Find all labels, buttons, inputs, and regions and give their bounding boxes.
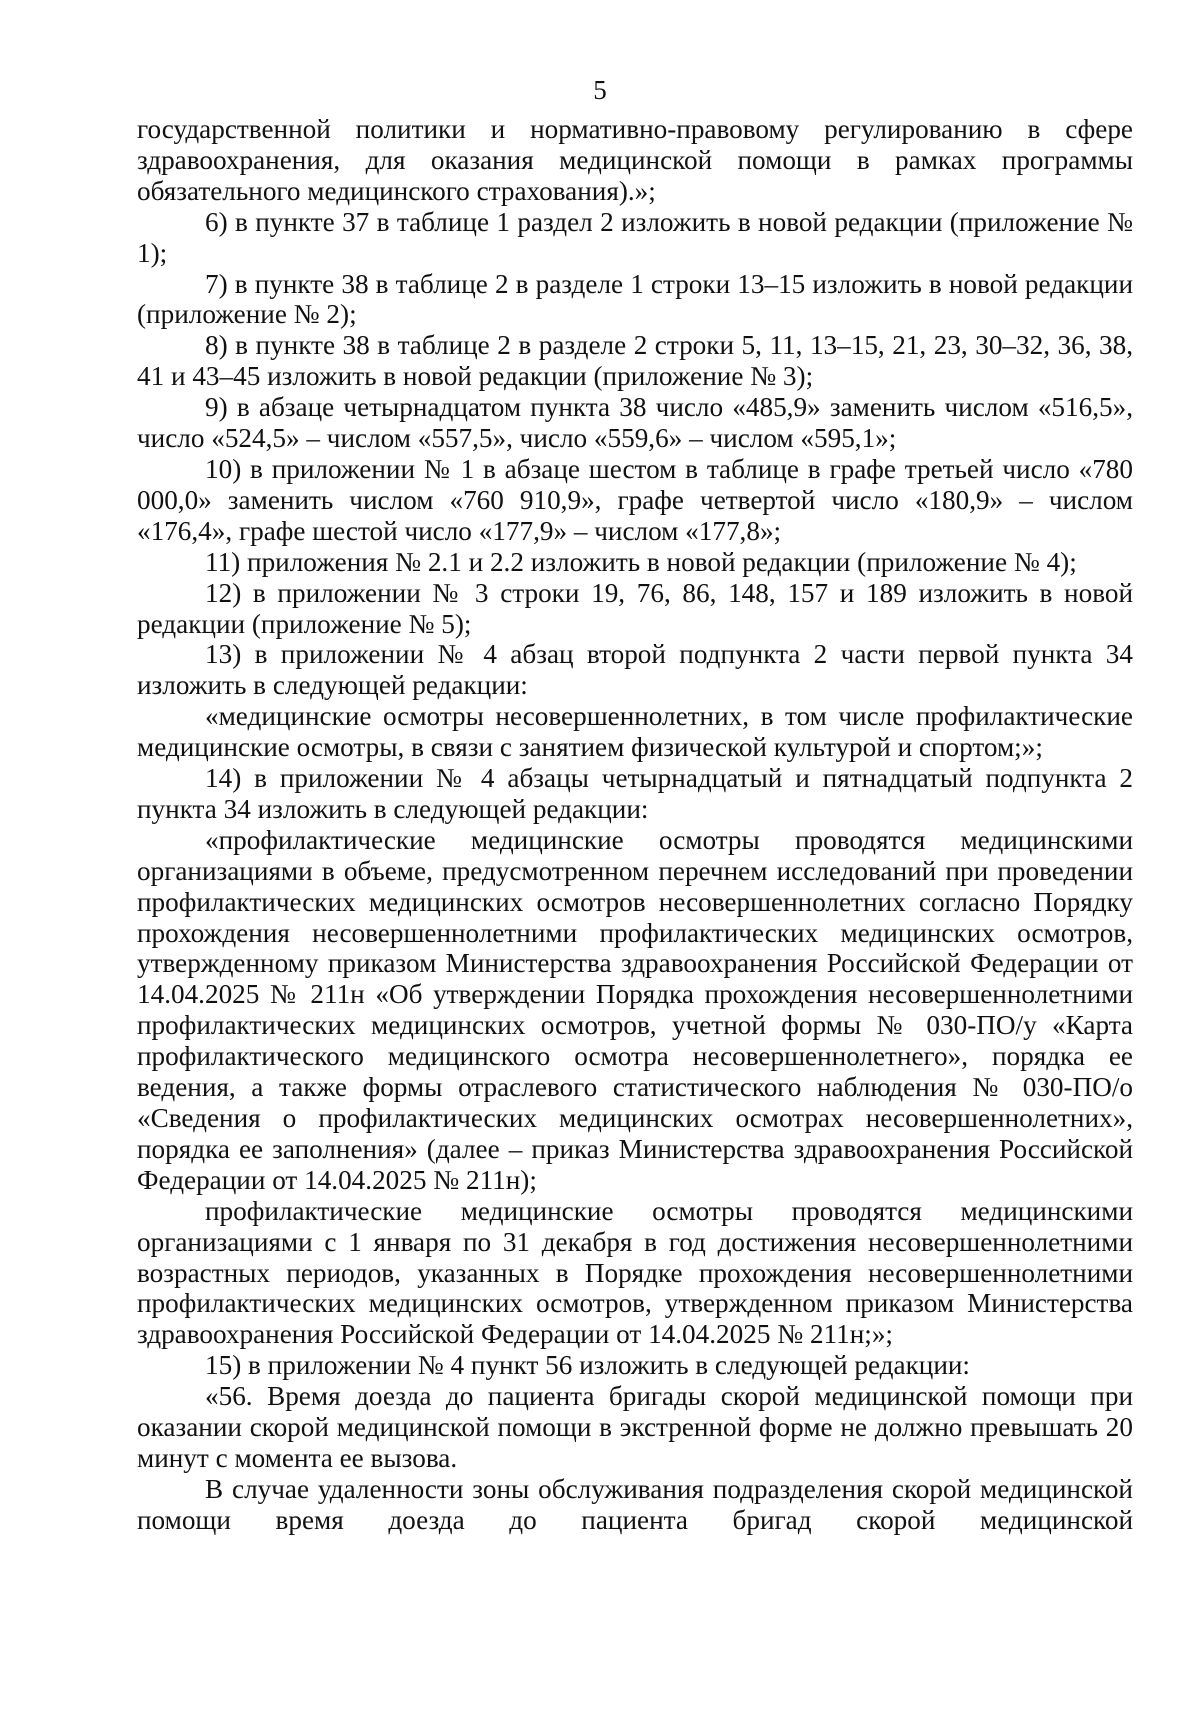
paragraph-item-9: 9) в абзаце четырнадцатом пункта 38 число «485,9» заменить числом «516,5», число «524,5» – числом «557,5», число «559,6» – числом «595,1»; bbox=[137, 392, 1133, 454]
paragraph-item-6: 6) в пункте 37 в таблице 1 раздел 2 изложить в новой редакции (приложение № 1); bbox=[137, 206, 1133, 268]
page-number: 5 bbox=[593, 75, 607, 105]
paragraph-item-11: 11) приложения № 2.1 и 2.2 изложить в новой редакции (приложение № 4); bbox=[205, 546, 1077, 577]
paragraph-quote-15a: «56. Время доезда до пациента бригады скорой медицинской помощи при оказании скорой медицинской помощи в экстренной форме не должно превышать 20 минут с момента ее вызова. bbox=[137, 1381, 1133, 1473]
paragraph-item-8: 8) в пункте 38 в таблице 2 в разделе 2 строки 5, 11, 13–15, 21, 23, 30–32, 36, 38, 41 и 43–45 изложить в новой редакции (приложение № 3); bbox=[137, 330, 1133, 392]
paragraph-item-10: 10) в приложении № 1 в абзаце шестом в таблице в графе третьей число «780 000,0» заменить числом «760 910,9», графе четвертой число «180,9» – числом «176,4», графе шестой число «177,9» – числом «177,8»; bbox=[137, 453, 1133, 546]
paragraph-quote-13: «медицинские осмотры несовершеннолетних, в том числе профилактические медицинские осмотры, в связи с занятием физической культурой и спортом;»; bbox=[137, 701, 1133, 763]
paragraph-item-7: 7) в пункте 38 в таблице 2 в разделе 1 строки 13–15 изложить в новой редакции (приложение № 2); bbox=[137, 268, 1133, 330]
paragraph-item-14: 14) в приложении № 4 абзацы четырнадцатый и пятнадцатый подпункта 2 пункта 34 изложить в следующей редакции: bbox=[137, 763, 1133, 824]
paragraph-quote-15b: В случае удаленности зоны обслуживания подразделения скорой медицинской помощи время доезда до пациента бригад скорой медицинской bbox=[137, 1473, 1133, 1535]
paragraph-quote-14a: «профилактические медицинские осмотры проводятся медицинскими организациями в объеме, предусмотренном перечнем исследований при проведении профилактических медицинских осмотров несовершеннолетних согласно Порядку прохождения несовершеннолетними профилактических медицинских осмотров, утвержденному приказом Министерства здравоохранения Российской Федерации от 14.04.2025 № 211н «Об утверждении Порядка прохождения несовершеннолетними профилактических медицинских осмотров, учетной формы № 030-ПО/у «Карта профилактического медицинского осмотра несовершеннолетнего», порядка ее ведения, а также формы отраслевого статистического наблюдения № 030-ПО/о «Сведения о профилактических медицинских осмотрах несовершеннолетних», порядка ее заполнения» (далее – приказ Министерства здравоохранения Российской Федерации от 14.04.2025 № 211н); bbox=[137, 824, 1133, 1195]
paragraph-continuation: государственной политики и нормативно-правовому регулированию в сфере здравоохранения, для оказания медицинской помощи в рамках программы обязательного медицинского страхования).»; bbox=[137, 114, 1133, 206]
paragraph-item-13: 13) в приложении № 4 абзац второй подпункта 2 части первой пункта 34 изложить в следующей редакции: bbox=[137, 639, 1133, 701]
paragraph-item-15: 15) в приложении № 4 пункт 56 изложить в следующей редакции: bbox=[205, 1350, 970, 1381]
document-body bbox=[137, 114, 1133, 1536]
paragraph-item-12: 12) в приложении № 3 строки 19, 76, 86, 148, 157 и 189 изложить в новой редакции (приложение № 5); bbox=[137, 577, 1133, 639]
paragraph-quote-14b: профилактические медицинские осмотры проводятся медицинскими организациями с 1 января по 31 декабря в год достижения несовершеннолетними возрастных периодов, указанных в Порядке прохождения несовершеннолетними профилактических медицинских осмотров, утвержденном приказом Министерства здравоохранения Российской Федерации от 14.04.2025 № 211н;»; bbox=[137, 1195, 1133, 1350]
